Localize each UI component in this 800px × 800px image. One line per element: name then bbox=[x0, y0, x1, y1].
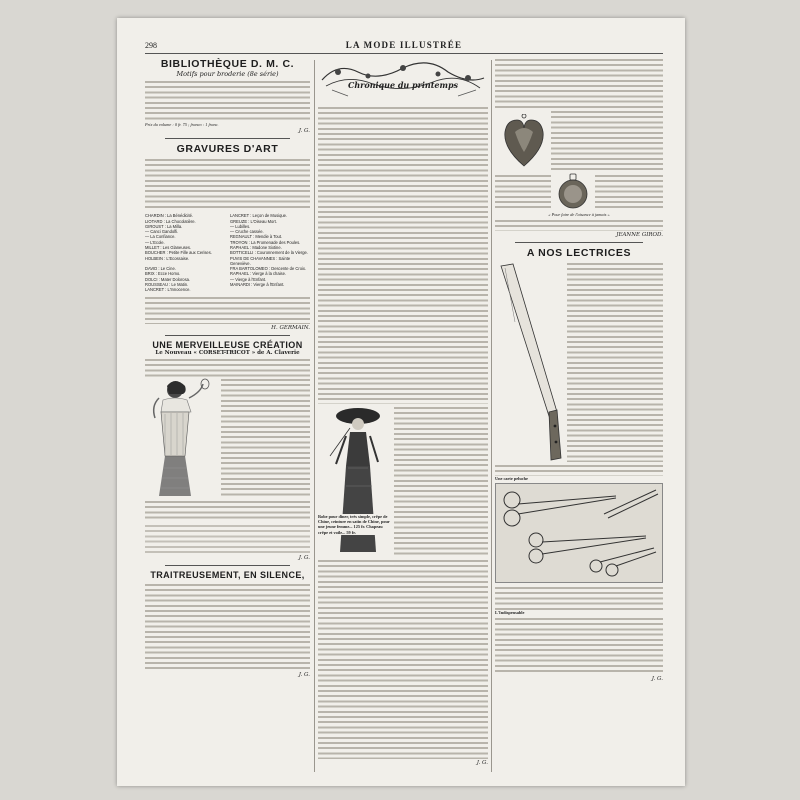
traitre-title: TRAITREUSEMENT, EN SILENCE, bbox=[150, 569, 305, 580]
gravure-name: RAPHAEL : Madone Sixtine. bbox=[230, 244, 282, 250]
robe-caption: Robe pour dîner, très simple, crêpe de Chine, ceinture en satin de Chine, pour une jeune femme... 125 fr. Chapeau crêpe et voile... 59 fr. bbox=[318, 514, 392, 535]
gravure-name: MILLET : Les Glaneuses. bbox=[145, 244, 192, 250]
knife-illustration bbox=[495, 262, 565, 462]
lectrices-title: A NOS LECTRICES bbox=[526, 247, 632, 260]
chronique-text-2 bbox=[318, 559, 488, 759]
column-divider bbox=[314, 60, 315, 772]
gravures-sign: H. GERMAIN. bbox=[271, 324, 310, 331]
gravure-name: CHARDIN : La Bénédicité. bbox=[145, 213, 194, 219]
jewelry-block bbox=[495, 110, 663, 210]
gravures-text bbox=[145, 158, 310, 210]
divider bbox=[515, 242, 643, 243]
gravure-name: TROYON : La Promenade des Poules. bbox=[230, 239, 301, 245]
gravure-name: — La Confiance. bbox=[145, 234, 176, 240]
corset-text-2 bbox=[145, 500, 310, 522]
divider bbox=[165, 138, 290, 139]
gravure-name: GIROUST : La Milla. bbox=[145, 223, 183, 229]
scissors-illustration bbox=[495, 483, 663, 583]
page-number: 298 bbox=[145, 41, 157, 50]
indispensable-label: L'Indispensable bbox=[495, 610, 525, 616]
gravure-name: DOLCI : Mater Dolorosa. bbox=[145, 276, 191, 282]
gravure-name: — Vierge à l'Enfant. bbox=[230, 276, 267, 282]
column-center bbox=[318, 58, 488, 776]
gravures-list bbox=[145, 213, 310, 292]
gravure-name: BOTTICELLI : Couronnement de la Vierge. bbox=[230, 250, 308, 256]
jewelry-sign: JEANNE GIROD. bbox=[616, 232, 663, 239]
biblio-sign: J. G. bbox=[298, 128, 310, 135]
biblio-title: BIBLIOTHÈQUE D. M. C. bbox=[160, 58, 295, 70]
chronique-title: Chronique du printemps bbox=[347, 80, 459, 90]
corset-woman-illustration bbox=[145, 378, 217, 498]
chronique-banner bbox=[318, 58, 488, 104]
gravure-name: — L'Ecole. bbox=[145, 239, 165, 245]
gravure-name: RAPHAEL : Vierge à la chaise. bbox=[230, 271, 286, 277]
jewelry-text-3 bbox=[595, 174, 663, 208]
magazine-page bbox=[117, 18, 685, 786]
traitre-text bbox=[145, 583, 310, 671]
seal-caption: « Pour faire de l'aisance à jamais » bbox=[548, 212, 610, 217]
corset-block bbox=[145, 378, 310, 498]
knife-block bbox=[495, 262, 663, 462]
robe-side-text bbox=[394, 406, 488, 556]
gravure-name: PUVIS DE CHAVANNES : Sainte Geneviève. bbox=[230, 255, 291, 266]
gravure-name: — Cruche cassée. bbox=[230, 229, 264, 235]
jewelry-text-2 bbox=[495, 174, 551, 208]
heart-medallion-icon bbox=[501, 114, 547, 170]
ciseaux-label: Une carte peluche bbox=[495, 476, 528, 482]
intro-text bbox=[495, 58, 663, 110]
gravure-name bbox=[230, 287, 310, 292]
jewelry-text bbox=[551, 110, 663, 172]
biblio-price: Prix du volume : 0 fr. 75 ; franco : 1 franc. bbox=[145, 122, 219, 127]
divider bbox=[165, 335, 290, 336]
gravure-name: DAVID : Le Cine. bbox=[145, 266, 176, 272]
lectrices-text-2 bbox=[495, 464, 663, 476]
masthead: LA MODE ILLUSTRÉE bbox=[345, 40, 463, 50]
merveille-sign: J. G. bbox=[298, 554, 310, 561]
merveille-text bbox=[145, 358, 310, 378]
gravure-name: REGNAULT : Mendie à Tout. bbox=[230, 234, 283, 240]
gravure-name: ROUSSEAU : Le Matin. bbox=[145, 282, 189, 288]
column-right bbox=[495, 58, 663, 776]
corset-text bbox=[221, 378, 310, 498]
gravure-name: — Canci Gandolfi. bbox=[145, 229, 179, 235]
gravure-name: LIOTARD : La Chocolatière. bbox=[145, 218, 196, 224]
divider bbox=[165, 565, 290, 566]
gravure-name: LANCRET : Leçon de Musique. bbox=[230, 213, 288, 219]
gravure-name: BOUCHER : Petite Fille aux Cerises. bbox=[145, 250, 212, 256]
chronique-text bbox=[318, 106, 488, 404]
biblio-text bbox=[145, 80, 310, 122]
scissors-icon bbox=[496, 484, 662, 582]
gravure-name: GREUZE : L'Oiseau Mort. bbox=[230, 218, 277, 224]
lectrices-text bbox=[567, 262, 663, 462]
column-divider bbox=[491, 60, 492, 772]
corset-note bbox=[145, 524, 310, 554]
gravure-name: LANCRET : L'Innocence. bbox=[145, 287, 191, 293]
biblio-subtitle: Motifs pour broderie (8e série) bbox=[176, 70, 279, 78]
indispensable-text bbox=[495, 617, 663, 675]
round-medal-icon bbox=[555, 172, 591, 210]
page-header bbox=[145, 40, 663, 54]
merveille-subtitle: Le Nouveau « CORSET-TRICOT » de A. Claverie bbox=[155, 349, 300, 356]
gravures-title: GRAVURES D'ART bbox=[176, 143, 279, 156]
gravures-text-2 bbox=[145, 296, 310, 324]
jewelry-text-4 bbox=[495, 219, 663, 231]
gravure-name: — Lubilles. bbox=[230, 223, 251, 229]
column-left bbox=[145, 58, 310, 776]
gravure-name: BRIX : Ecce Homo. bbox=[145, 271, 181, 277]
merveille-title: UNE MERVEILLEUSE CRÉATION bbox=[152, 339, 303, 350]
robe-block bbox=[318, 406, 488, 556]
gravure-name: HOLBEIN : L'Ecossaise. bbox=[145, 255, 190, 261]
col3-sign: J. G. bbox=[651, 675, 663, 682]
col2-sign: J. G. bbox=[476, 760, 488, 766]
gravure-name: MAINARDI : Vierge à l'Enfant. bbox=[230, 282, 285, 288]
gravure-name: FRA BARTOLOMEO : Descente de Croix. bbox=[230, 266, 307, 272]
ciseaux-text bbox=[495, 586, 663, 610]
traitre-sign: J. G. bbox=[298, 671, 310, 678]
